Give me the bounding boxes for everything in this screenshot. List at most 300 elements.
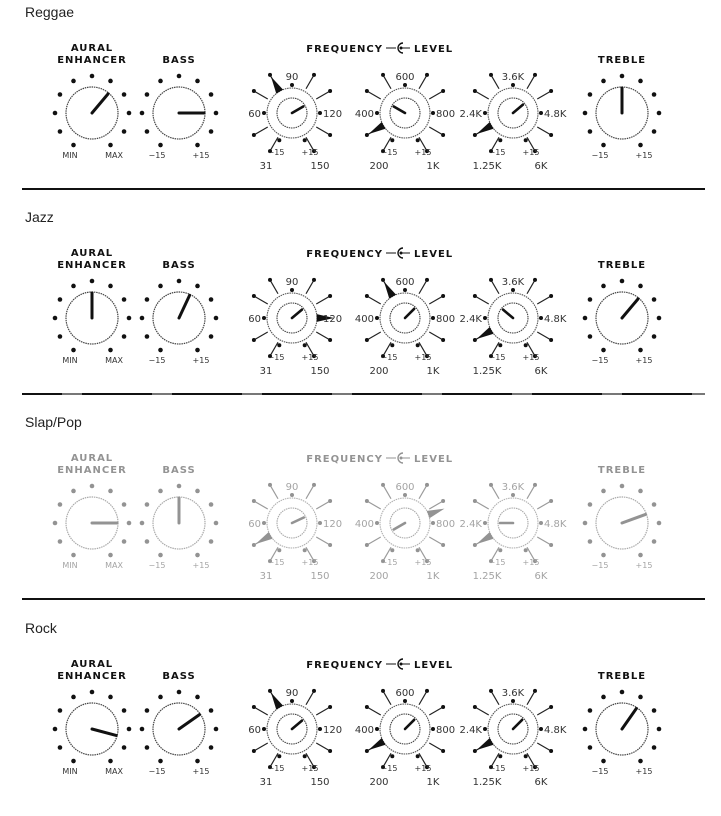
bass-knob-label: BASS [162, 465, 196, 476]
freq-spoke [429, 501, 443, 509]
aural-enhancer-knob-min-label: MIN [62, 356, 78, 365]
freq-spoke [254, 707, 268, 715]
section-divider [22, 598, 705, 600]
freq-band-2-knob[interactable] [355, 277, 455, 377]
scale-dot [583, 727, 588, 732]
freq-spoke [270, 485, 278, 499]
scale-dot [195, 348, 200, 353]
level-label: LEVEL [414, 454, 454, 465]
level-dot [375, 316, 379, 320]
scale-dot [71, 759, 76, 764]
freq-spoke [491, 691, 499, 705]
level-min-label: −15 [488, 764, 506, 773]
freq-dot [365, 543, 369, 547]
scale-dot [195, 79, 200, 84]
freq-min-label: 1.25K [472, 571, 502, 582]
preset-title: Rock [25, 620, 57, 636]
level-dot [539, 727, 543, 731]
freq-spoke [491, 485, 499, 499]
scale-dot [652, 539, 657, 544]
level-min-label: −15 [380, 558, 398, 567]
freq-band-1-knob[interactable] [248, 277, 342, 377]
scale-dot [652, 334, 657, 339]
freq-top-label: 600 [395, 688, 415, 699]
freq-band-3-knob[interactable] [460, 482, 567, 582]
freq-dot [268, 73, 272, 77]
freq-max-label: 1K [426, 366, 440, 377]
scale-dot [158, 284, 163, 289]
bass-knob[interactable] [140, 671, 219, 776]
scale-dot [209, 502, 214, 507]
freq-top-label: 600 [395, 72, 415, 83]
freq-left-label: 60 [248, 725, 261, 736]
freq-band-3-knob[interactable] [460, 277, 567, 377]
bass-knob[interactable] [140, 55, 219, 160]
level-max-label: +15 [522, 558, 540, 567]
level-dot [303, 138, 307, 142]
level-min-label: −15 [380, 353, 398, 362]
level-dot [277, 754, 281, 758]
level-dot [262, 316, 266, 320]
treble-knob[interactable] [583, 671, 662, 776]
freq-dot [441, 338, 445, 342]
scale-dot [58, 334, 63, 339]
freq-spoke [254, 743, 268, 751]
level-dot [390, 548, 394, 552]
freq-dot [533, 278, 537, 282]
freq-right-label: 800 [436, 109, 456, 120]
freq-spoke [429, 707, 443, 715]
scale-dot [195, 284, 200, 289]
scale-dot [145, 334, 150, 339]
scale-dot [209, 297, 214, 302]
treble-knob-min-label: −15 [591, 356, 609, 365]
freq-dot [365, 749, 369, 753]
scale-dot [145, 502, 150, 507]
freq-spoke [367, 332, 381, 340]
freq-min-label: 200 [369, 571, 389, 582]
level-dot [416, 754, 420, 758]
aural-enhancer-knob-max-label: MAX [105, 561, 123, 570]
freq-dot [328, 543, 332, 547]
freq-dot [549, 543, 553, 547]
freq-max-label: 150 [310, 777, 330, 788]
level-min-label: −15 [267, 353, 285, 362]
freq-band-1-knob[interactable] [248, 482, 342, 582]
scale-dot [214, 316, 219, 321]
freq-dot [268, 689, 272, 693]
level-dot [262, 727, 266, 731]
bass-knob-max-label: +15 [192, 151, 210, 160]
freq-dot [473, 89, 477, 93]
treble-knob[interactable] [583, 260, 662, 365]
scale-dot [58, 297, 63, 302]
scale-dot [657, 727, 662, 732]
freq-band-2-knob[interactable] [355, 72, 455, 172]
scale-dot [158, 79, 163, 84]
freq-dot [268, 483, 272, 487]
freq-dot [328, 338, 332, 342]
freq-max-label: 1K [426, 161, 440, 172]
freq-band-1-knob[interactable] [248, 688, 342, 788]
scale-dot [90, 484, 95, 489]
freq-right-label: 800 [436, 314, 456, 325]
scale-dot [657, 521, 662, 526]
scale-dot [122, 708, 127, 713]
freq-left-label: 60 [248, 109, 261, 120]
aural-enhancer-knob[interactable] [53, 659, 132, 776]
scale-dot [638, 284, 643, 289]
freq-max-label: 6K [534, 777, 548, 788]
level-dot [511, 699, 515, 703]
freq-dot [441, 133, 445, 137]
freq-dot [473, 543, 477, 547]
level-dot [483, 727, 487, 731]
scale-dot [638, 553, 643, 558]
scale-dot [90, 74, 95, 79]
frequency-label: FREQUENCY [306, 249, 383, 260]
level-max-label: +15 [414, 764, 432, 773]
aural-enhancer-knob-max-label: MAX [105, 151, 123, 160]
freq-dot [312, 73, 316, 77]
level-min-label: −15 [380, 148, 398, 157]
aural-enhancer-knob-label: ENHANCER [57, 465, 127, 476]
freq-dot [328, 499, 332, 503]
freq-band-2-knob[interactable] [355, 688, 455, 788]
freq-left-label: 400 [354, 314, 374, 325]
freq-spoke [537, 743, 551, 751]
freq-dot [365, 133, 369, 137]
preset-title: Reggae [25, 4, 75, 20]
freq-dot [252, 543, 256, 547]
level-min-label: −15 [380, 764, 398, 773]
scale-dot [108, 695, 113, 700]
scale-dot [145, 92, 150, 97]
level-dot [375, 727, 379, 731]
level-dot [416, 138, 420, 142]
scale-dot [122, 92, 127, 97]
freq-dot [312, 689, 316, 693]
freq-spoke [316, 127, 330, 135]
level-dot [290, 288, 294, 292]
freq-max-label: 1K [426, 571, 440, 582]
freq-min-label: 1.25K [472, 777, 502, 788]
bass-knob-max-label: +15 [192, 561, 210, 570]
freq-left-label: 2.4K [459, 314, 482, 325]
freq-min-label: 1.25K [472, 161, 502, 172]
scale-dot [71, 143, 76, 148]
section-divider [22, 188, 705, 190]
level-dot [431, 727, 435, 731]
aural-enhancer-knob[interactable] [53, 248, 132, 365]
scale-dot [177, 484, 182, 489]
level-dot [390, 138, 394, 142]
scale-dot [145, 745, 150, 750]
freq-top-label: 3.6K [501, 277, 525, 288]
level-dot [539, 521, 543, 525]
scale-dot [601, 143, 606, 148]
scale-dot [214, 111, 219, 116]
scale-dot [58, 539, 63, 544]
level-max-label: +15 [414, 148, 432, 157]
scale-dot [71, 79, 76, 84]
scale-dot [214, 727, 219, 732]
aural-enhancer-knob[interactable] [53, 453, 132, 570]
freq-band-2-knob[interactable] [355, 482, 455, 582]
freq-left-label: 2.4K [459, 109, 482, 120]
scale-dot [108, 79, 113, 84]
freq-left-label: 400 [354, 109, 374, 120]
scale-dot [652, 502, 657, 507]
bass-knob-label: BASS [162, 260, 196, 271]
eq-panel [0, 205, 721, 395]
bass-knob-max-label: +15 [192, 767, 210, 776]
scale-dot [601, 284, 606, 289]
freq-dot [549, 705, 553, 709]
level-max-label: +15 [301, 353, 319, 362]
level-dot [318, 727, 322, 731]
level-dot [390, 754, 394, 758]
freq-dot [381, 278, 385, 282]
bass-knob-min-label: −15 [148, 151, 166, 160]
scale-dot [195, 553, 200, 558]
preset-section-rock [0, 616, 721, 816]
scale-dot [601, 348, 606, 353]
freq-dot [489, 73, 493, 77]
scale-dot [195, 695, 200, 700]
freq-spoke [306, 485, 314, 499]
freq-dot [365, 499, 369, 503]
level-dot [318, 521, 322, 525]
treble-knob-label: TREBLE [597, 260, 647, 271]
freq-dot [268, 278, 272, 282]
freq-pointer-icon [427, 509, 445, 519]
freq-dot [473, 294, 477, 298]
level-dot [416, 548, 420, 552]
scale-dot [209, 745, 214, 750]
frequency-label: FREQUENCY [306, 660, 383, 671]
scale-dot [127, 727, 132, 732]
freq-spoke [475, 91, 489, 99]
freq-spoke [316, 332, 330, 340]
freq-dot [425, 689, 429, 693]
scale-dot [71, 695, 76, 700]
freq-dot [252, 133, 256, 137]
freq-right-label: 120 [323, 314, 343, 325]
freq-right-label: 4.8K [544, 109, 567, 120]
scale-dot [652, 745, 657, 750]
freq-spoke [491, 280, 499, 294]
freq-spoke [491, 75, 499, 89]
bass-knob[interactable] [140, 465, 219, 570]
aural-enhancer-knob-label: AURAL [70, 659, 114, 670]
scale-dot [108, 143, 113, 148]
scale-dot [588, 334, 593, 339]
treble-knob-max-label: +15 [635, 767, 653, 776]
bass-knob-min-label: −15 [148, 767, 166, 776]
freq-min-label: 31 [259, 777, 273, 788]
freq-spoke [429, 743, 443, 751]
scale-dot [158, 553, 163, 558]
freq-dot [533, 689, 537, 693]
level-min-label: −15 [488, 558, 506, 567]
scale-dot [195, 759, 200, 764]
level-max-label: +15 [522, 764, 540, 773]
level-dot [290, 83, 294, 87]
freq-spoke [537, 91, 551, 99]
frequency-level-header [306, 43, 453, 55]
scale-dot [638, 79, 643, 84]
freq-spoke [367, 91, 381, 99]
level-dot [498, 138, 502, 142]
scale-dot [209, 539, 214, 544]
scale-dot [601, 489, 606, 494]
freq-top-label: 3.6K [501, 688, 525, 699]
scale-dot [108, 553, 113, 558]
section-divider [22, 393, 705, 395]
freq-spoke [254, 501, 268, 509]
freq-band-3-knob[interactable] [460, 72, 567, 172]
freq-left-label: 2.4K [459, 725, 482, 736]
freq-min-label: 1.25K [472, 366, 502, 377]
level-dot [483, 521, 487, 525]
frequency-level-header [306, 453, 453, 465]
frequency-label: FREQUENCY [306, 454, 383, 465]
freq-dot [549, 499, 553, 503]
freq-dot [328, 705, 332, 709]
freq-right-label: 4.8K [544, 314, 567, 325]
scale-dot [145, 539, 150, 544]
scale-dot [638, 348, 643, 353]
scale-dot [140, 316, 145, 321]
aural-enhancer-knob-label: AURAL [70, 43, 114, 54]
scale-dot [209, 708, 214, 713]
freq-dot [549, 133, 553, 137]
freq-dot [425, 483, 429, 487]
treble-knob[interactable] [583, 55, 662, 160]
scale-dot [601, 79, 606, 84]
frequency-label: FREQUENCY [306, 44, 383, 55]
freq-spoke [419, 280, 427, 294]
scale-dot [158, 695, 163, 700]
freq-spoke [383, 691, 391, 705]
scale-dot [620, 279, 625, 284]
freq-spoke [254, 332, 268, 340]
preset-section-reggae [0, 0, 721, 200]
freq-max-label: 6K [534, 161, 548, 172]
scale-dot [108, 489, 113, 494]
freq-dot [328, 749, 332, 753]
level-dot [483, 316, 487, 320]
level-min-label: −15 [488, 353, 506, 362]
treble-knob[interactable] [583, 465, 662, 570]
level-label: LEVEL [414, 660, 454, 671]
freq-top-label: 90 [285, 277, 299, 288]
level-dot [318, 111, 322, 115]
preset-title: Jazz [25, 209, 54, 225]
freq-dot [441, 294, 445, 298]
freq-dot [252, 499, 256, 503]
freq-spoke [254, 91, 268, 99]
freq-spoke [527, 691, 535, 705]
freq-dot [473, 338, 477, 342]
freq-spoke [475, 296, 489, 304]
freq-spoke [475, 707, 489, 715]
treble-knob-label: TREBLE [597, 671, 647, 682]
freq-spoke [316, 743, 330, 751]
level-dot [498, 343, 502, 347]
scale-dot [127, 111, 132, 116]
scale-dot [58, 502, 63, 507]
freq-left-label: 400 [354, 725, 374, 736]
level-dot [290, 493, 294, 497]
scale-dot [652, 297, 657, 302]
freq-top-label: 90 [285, 482, 299, 493]
freq-left-label: 400 [354, 519, 374, 530]
preset-section-slappop [0, 410, 721, 610]
freq-spoke [527, 485, 535, 499]
freq-max-label: 1K [426, 777, 440, 788]
freq-spoke [316, 501, 330, 509]
level-max-label: +15 [522, 148, 540, 157]
eq-panel [0, 410, 721, 600]
freq-top-label: 3.6K [501, 72, 525, 83]
freq-spoke [527, 75, 535, 89]
freq-dot [381, 483, 385, 487]
freq-dot [473, 749, 477, 753]
scale-dot [588, 129, 593, 134]
level-dot [431, 521, 435, 525]
freq-dot [425, 278, 429, 282]
aural-enhancer-knob-max-label: MAX [105, 356, 123, 365]
freq-dot [328, 89, 332, 93]
scale-dot [158, 489, 163, 494]
scale-dot [620, 484, 625, 489]
level-dot [390, 343, 394, 347]
freq-dot [252, 89, 256, 93]
aural-enhancer-knob[interactable] [53, 43, 132, 160]
freq-spoke [316, 537, 330, 545]
level-dot [303, 548, 307, 552]
freq-spoke [383, 485, 391, 499]
freq-min-label: 200 [369, 366, 389, 377]
freq-band-1-knob[interactable] [248, 72, 342, 172]
freq-spoke [429, 537, 443, 545]
freq-dot [328, 294, 332, 298]
freq-dot [533, 73, 537, 77]
freq-spoke [429, 296, 443, 304]
scale-dot [209, 129, 214, 134]
scale-dot [122, 297, 127, 302]
scale-dot [177, 74, 182, 79]
scale-dot [588, 708, 593, 713]
freq-spoke [537, 332, 551, 340]
freq-dot [252, 338, 256, 342]
level-dot [303, 754, 307, 758]
bass-knob[interactable] [140, 260, 219, 365]
freq-dot [489, 278, 493, 282]
scale-dot [638, 695, 643, 700]
freq-dot [473, 705, 477, 709]
freq-dot [425, 73, 429, 77]
freq-band-3-knob[interactable] [460, 688, 567, 788]
scale-dot [108, 759, 113, 764]
scale-dot [122, 539, 127, 544]
aural-enhancer-knob-label: AURAL [70, 453, 114, 464]
freq-dot [441, 543, 445, 547]
level-dot [277, 138, 281, 142]
freq-spoke [254, 127, 268, 135]
